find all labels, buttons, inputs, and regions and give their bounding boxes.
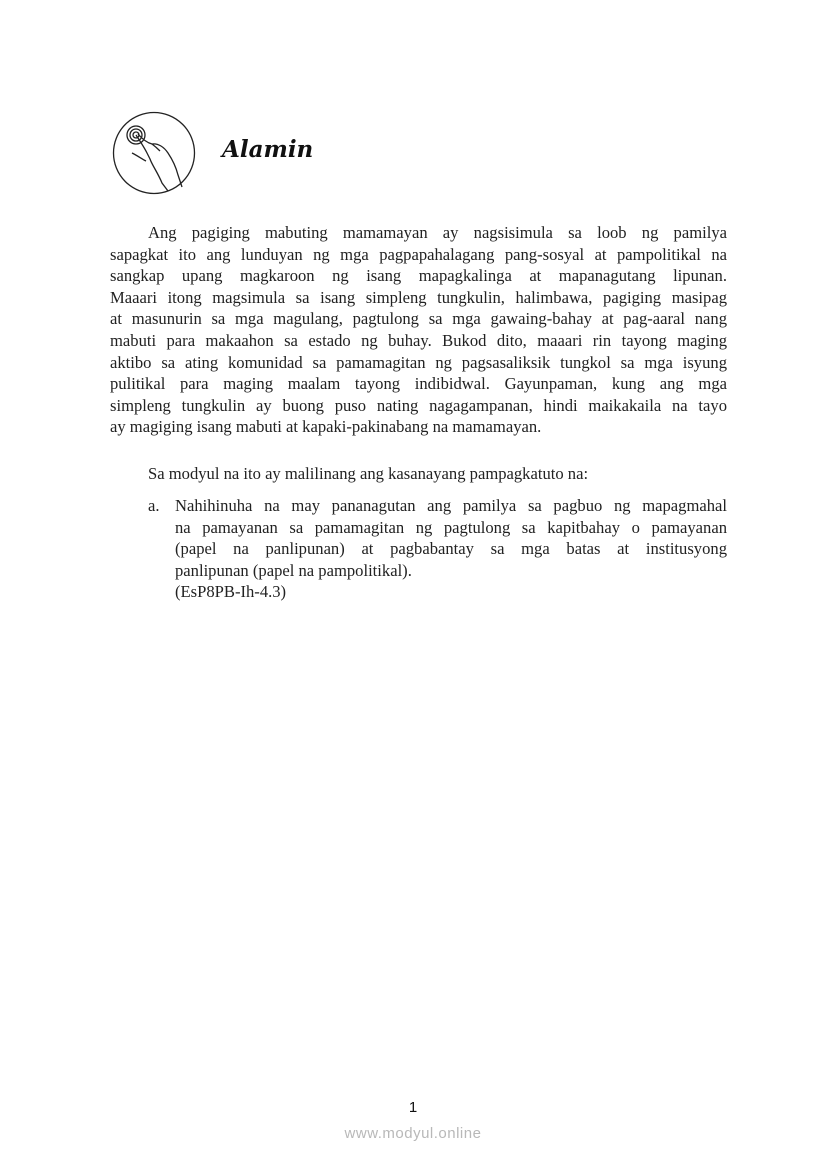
objective-item [148, 495, 727, 603]
paragraph-line: at masunurin sa mga magulang, pagtulong sa mga gawaing-bahay at pag-aaral nang [110, 309, 727, 329]
section-title: Alamin [222, 136, 314, 163]
competency-code: (EsP8PB-Ih-4.3) [175, 582, 287, 602]
objective-line: (papel na panlipunan) at pagbabantay sa mga batas at institusyong [175, 539, 727, 559]
paragraph-line: mabuti para makaahon sa estado ng buhay. Bukod dito, maaari rin tayong maging [110, 330, 727, 350]
paragraph-line: simpleng tungkulin ay buong puso nating nagagampanan, hindi maikakaila na tayo [110, 395, 727, 415]
hand-tap-icon [112, 111, 196, 195]
objective-text [175, 495, 727, 603]
paragraph-line: pulitikal para maging maalam tayong indibidwal. Gayunpaman, kung ang mga [110, 374, 727, 394]
intro-paragraph [110, 222, 727, 438]
paragraph-line: ay magiging isang mabuti at kapaki-pakinabang na mamamayan. [110, 417, 542, 437]
paragraph-line: aktibo sa ating komunidad sa pamamagitan ng pagsasaliksik tungkol sa mga isyung [110, 352, 727, 372]
objectives-intro: Sa modyul na ito ay malilinang ang kasanayang pampagkatuto na: [148, 464, 589, 483]
page-number: 1 [408, 1099, 418, 1116]
objective-line: Nahihinuha na may pananagutan ang pamilya sa pagbuo ng mapagmahal [175, 496, 727, 515]
paragraph-line: Ang pagiging mabuting mamamayan ay nagsisimula sa loob ng pamilya [148, 223, 727, 242]
watermark: www.modyul.online [344, 1125, 482, 1142]
objective-line: na pamayanan sa pamamagitan ng pagtulong sa kapitbahay o pamayanan [175, 517, 727, 537]
list-marker: a. [148, 496, 160, 515]
paragraph-line: sapagkat ito ang lunduyan ng mga pagpapahalagang pang-sosyal at pampolitikal na [110, 244, 727, 264]
paragraph-line: Maaari itong magsimula sa isang simpleng tungkulin, halimbawa, pagiging masipag [110, 287, 727, 307]
paragraph-line: sangkap upang magkaroon ng isang mapagkalinga at mapanagutang lipunan. [110, 266, 727, 286]
objective-line: panlipunan (papel na pampolitikal). [175, 560, 412, 580]
